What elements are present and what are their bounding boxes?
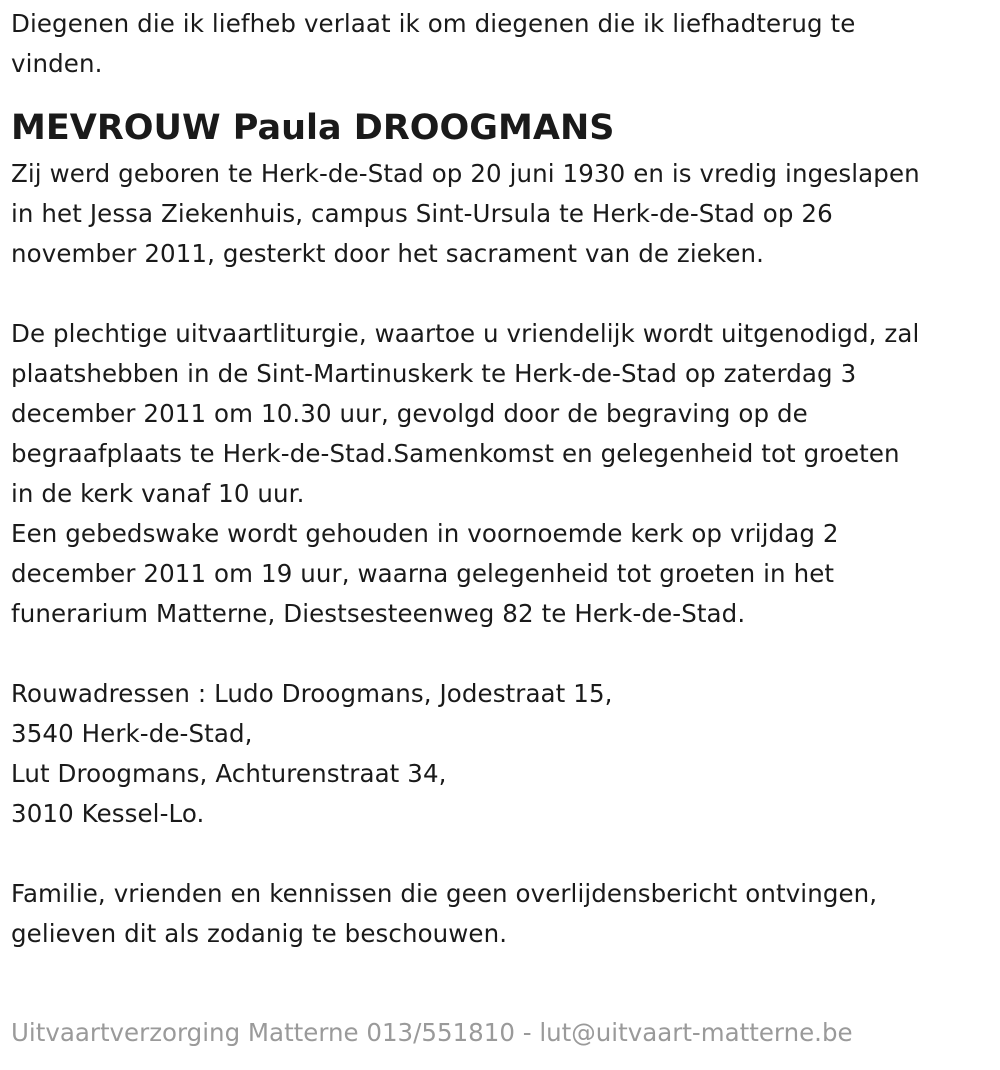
address-line: Lut Droogmans, Achturenstraat 34, bbox=[11, 759, 447, 788]
paragraph-line: Zij werd geboren te Herk-de-Stad op 20 juni 1930 en is vredig ingeslapen bbox=[11, 159, 920, 188]
obituary-document bbox=[11, 4, 996, 954]
paragraph-line: begraafplaats te Herk-de-Stad.Samenkomst en gelegenheid tot groeten bbox=[11, 439, 900, 468]
quote-line: vinden. bbox=[11, 49, 103, 78]
paragraph-spacer bbox=[11, 274, 996, 314]
paragraph-line: november 2011, gesterkt door het sacrament van de zieken. bbox=[11, 239, 765, 268]
quote-line: Diegenen die ik liefheb verlaat ik om diegenen die ik liefhadterug te bbox=[11, 9, 856, 38]
paragraph-spacer bbox=[11, 834, 996, 874]
deceased-name: MEVROUW Paula DROOGMANS bbox=[11, 108, 615, 148]
closing-notice bbox=[11, 874, 996, 954]
paragraph-line: De plechtige uitvaartliturgie, waartoe u vriendelijk wordt uitgenodigd, zal bbox=[11, 319, 920, 348]
paragraph-line: december 2011 om 10.30 uur, gevolgd door de begraving op de bbox=[11, 399, 808, 428]
paragraph-line: in de kerk vanaf 10 uur. bbox=[11, 479, 305, 508]
address-line: 3010 Kessel-Lo. bbox=[11, 799, 205, 828]
funeral-paragraph bbox=[11, 314, 996, 634]
paragraph-line: in het Jessa Ziekenhuis, campus Sint-Ursula te Herk-de-Stad op 26 bbox=[11, 199, 833, 228]
paragraph-line: Een gebedswake wordt gehouden in voornoemde kerk op vrijdag 2 bbox=[11, 519, 839, 548]
paragraph-line: plaatshebben in de Sint-Martinuskerk te Herk-de-Stad op zaterdag 3 bbox=[11, 359, 857, 388]
paragraph-line: december 2011 om 19 uur, waarna gelegenheid tot groeten in het bbox=[11, 559, 835, 588]
mourning-addresses bbox=[11, 674, 996, 834]
funeral-home-footer: Uitvaartverzorging Matterne 013/551810 - lut@uitvaart-matterne.be bbox=[11, 1018, 853, 1047]
notice-line: Familie, vrienden en kennissen die geen overlijdensbericht ontvingen, bbox=[11, 879, 878, 908]
paragraph-spacer bbox=[11, 634, 996, 674]
address-line: 3540 Herk-de-Stad, bbox=[11, 719, 253, 748]
birth-death-paragraph bbox=[11, 154, 996, 274]
notice-line: gelieven dit als zodanig te beschouwen. bbox=[11, 919, 508, 948]
paragraph-line: funerarium Matterne, Diestsesteenweg 82 te Herk-de-Stad. bbox=[11, 599, 746, 628]
address-line: Rouwadressen : Ludo Droogmans, Jodestraat 15, bbox=[11, 679, 613, 708]
opening-quote bbox=[11, 4, 996, 84]
